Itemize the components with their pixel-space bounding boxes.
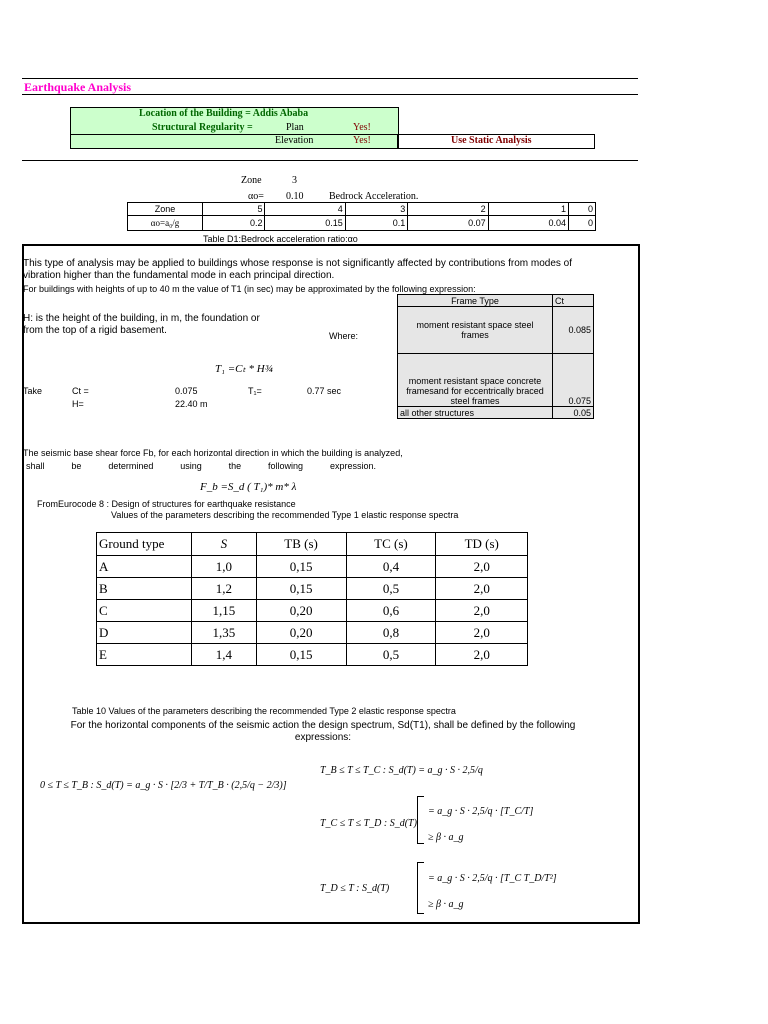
frame-type-cell: moment resistant space steel frames [398, 307, 553, 354]
ground-cell: 1,2 [192, 578, 257, 600]
take-label: Take [23, 386, 43, 396]
zone-cell: 2 [408, 203, 488, 216]
frame-table-row [398, 354, 594, 407]
analysis-result: Use Static Analysis [451, 135, 532, 146]
ground-cell: 2,0 [436, 578, 528, 600]
zone-cell: 0 [569, 216, 596, 231]
shear-word: shall [26, 461, 45, 471]
tb-header: TB (s) [256, 533, 346, 556]
t1-label: T₁= [248, 386, 262, 396]
ground-type-header: Ground type [97, 533, 192, 556]
shear-text-line1: The seismic base shear force Fb, for each horizontal direction in which the building is analyzed, [23, 448, 403, 458]
design-spectrum-text [23, 720, 623, 744]
location-box-lower [71, 135, 397, 147]
frame-type-cell: moment resistant space concrete framesand for eccentrically braced steel frames [398, 354, 553, 407]
eurocode-note: FromEurocode 8 : Design of structures for earthquake resistance [37, 499, 296, 509]
zone-value: 3 [292, 175, 297, 186]
ground-table-header [97, 533, 528, 556]
ground-cell: 1,35 [192, 622, 257, 644]
formula-3-condition: T_C ≤ T ≤ T_D : S_d(T) [320, 818, 417, 829]
ground-cell: C [97, 600, 192, 622]
shear-word: following [268, 461, 304, 471]
shear-word: using [180, 461, 202, 471]
zone-cell: 0.07 [408, 216, 488, 231]
frame-type-table [397, 294, 594, 419]
ground-cell: 0,8 [346, 622, 436, 644]
ground-table-row [97, 644, 528, 666]
formula-4-condition: T_D ≤ T : S_d(T) [320, 883, 390, 894]
ground-cell: E [97, 644, 192, 666]
ground-cell: B [97, 578, 192, 600]
zone-cell: 0.2 [203, 216, 265, 231]
ground-type-table [96, 532, 528, 666]
formula-3-brace [417, 796, 424, 844]
alpha-label: αo= [248, 191, 264, 202]
type2-caption: Table 10 Values of the parameters describing the recommended Type 2 elastic response spectra [72, 706, 456, 716]
frame-table-header [398, 295, 594, 307]
ground-cell: D [97, 622, 192, 644]
ground-cell: 0,20 [256, 600, 346, 622]
zone-cell: 0.1 [345, 216, 407, 231]
zone-cell: 0.15 [265, 216, 345, 231]
h-value: 22.40 m [175, 399, 208, 409]
ground-table-row [97, 556, 528, 578]
height-description: H: is the height of the building, in m, the foundation or from the top of a rigid basement. [23, 313, 260, 336]
design-spectrum-line1: For the horizontal components of the seismic action the design spectrum, Sd(T1), shall be defined by the following [70, 720, 576, 731]
zone-table-row [128, 216, 596, 231]
ct-header: Ct [553, 295, 594, 307]
ground-cell: 1,15 [192, 600, 257, 622]
s-header: S [192, 533, 257, 556]
ct-label: Ct = [72, 386, 89, 396]
intro-text: This type of analysis may be applied to buildings whose response is not significantly affected by contributions from modes of vibration higher than the fundamental mode in each principal direction. [23, 258, 572, 281]
zone-table [127, 202, 596, 231]
location-label: Location of the Building = Addis Ababa [139, 108, 309, 119]
ground-cell: 0,4 [346, 556, 436, 578]
ground-cell: 0,6 [346, 600, 436, 622]
shear-word: expression. [329, 461, 376, 471]
h-label: H= [72, 399, 84, 409]
alpha-description: Bedrock Acceleration. [329, 191, 419, 202]
type1-caption: Values of the parameters describing the recommended Type 1 elastic response spectra [111, 510, 459, 520]
formula-1: 0 ≤ T ≤ T_B : S_d(T) = a_g · S · [2/3 + T/T_B · (2,5/q − 2/3)] [40, 780, 287, 791]
shear-word: be [71, 461, 82, 471]
t1-formula: T₁ =Cₜ * H¾ [215, 363, 273, 375]
ground-cell: 0,15 [256, 578, 346, 600]
page-title: Earthquake Analysis [24, 80, 132, 94]
frame-table-row [398, 307, 594, 354]
ground-cell: 0,5 [346, 644, 436, 666]
regularity-label: Structural Regularity = [152, 122, 253, 133]
frame-type-cell: all other structures [398, 407, 553, 419]
zone-row-label: αo=a₀/g [128, 216, 203, 231]
fb-formula: F_b =S_d ( T₁)* m* λ [200, 481, 297, 493]
zone-cell: 4 [265, 203, 345, 216]
formula-4-brace [417, 862, 424, 914]
design-spectrum-line2: expressions: [294, 732, 352, 743]
shear-word: determined [108, 461, 154, 471]
location-box-divider [397, 134, 398, 148]
ground-cell: A [97, 556, 192, 578]
t1-note: For buildings with heights of up to 40 m the value of T1 (in sec) may be approximated by the following expression: [23, 284, 476, 294]
ct-cell: 0.05 [553, 407, 594, 419]
formula-4-line-a: = a_g · S · 2,5/q · [T_C T_D/T²] [428, 873, 557, 884]
plan-label: Plan [286, 122, 304, 133]
section-rule [22, 160, 638, 161]
ground-cell: 0,15 [256, 556, 346, 578]
tc-header: TC (s) [346, 533, 436, 556]
plan-value: Yes! [353, 122, 371, 133]
ct-value: 0.075 [175, 386, 198, 396]
ground-table-row [97, 622, 528, 644]
ct-cell: 0.085 [553, 307, 594, 354]
ground-cell: 0,5 [346, 578, 436, 600]
ground-cell: 1,4 [192, 644, 257, 666]
zone-row-label: Zone [128, 203, 203, 216]
top-rule-1 [22, 78, 638, 79]
where-label: Where: [329, 331, 359, 341]
zone-cell: 0 [569, 203, 596, 216]
ground-cell: 0,15 [256, 644, 346, 666]
formula-2: T_B ≤ T ≤ T_C : S_d(T) = a_g · S · 2,5/q [320, 765, 483, 776]
alpha-value: 0.10 [286, 191, 304, 202]
ground-table-row [97, 578, 528, 600]
ground-cell: 2,0 [436, 556, 528, 578]
ground-cell: 2,0 [436, 622, 528, 644]
shear-word: the [228, 461, 242, 471]
ground-table-row [97, 600, 528, 622]
elevation-value: Yes! [353, 135, 371, 146]
ground-cell: 1,0 [192, 556, 257, 578]
elevation-label: Elevation [275, 135, 314, 146]
shear-text-line2 [26, 461, 376, 471]
zone-cell: 0.04 [488, 216, 568, 231]
zone-cell: 3 [345, 203, 407, 216]
ground-cell: 0,20 [256, 622, 346, 644]
ct-cell: 0.075 [553, 354, 594, 407]
zone-label: Zone [241, 175, 262, 186]
formula-3-line-a: = a_g · S · 2,5/q · [T_C/T] [428, 806, 534, 817]
zone-table-row [128, 203, 596, 216]
td-header: TD (s) [436, 533, 528, 556]
frame-type-header: Frame Type [398, 295, 553, 307]
zone-cell: 5 [203, 203, 265, 216]
formula-4-line-b: ≥ β · a_g [428, 899, 464, 910]
ground-cell: 2,0 [436, 600, 528, 622]
frame-table-row [398, 407, 594, 419]
ground-cell: 2,0 [436, 644, 528, 666]
zone-cell: 1 [488, 203, 568, 216]
zone-table-caption: Table D1:Bedrock acceleration ratio:αo [203, 234, 358, 244]
formula-3-line-b: ≥ β · a_g [428, 832, 464, 843]
t1-value: 0.77 sec [307, 386, 342, 396]
